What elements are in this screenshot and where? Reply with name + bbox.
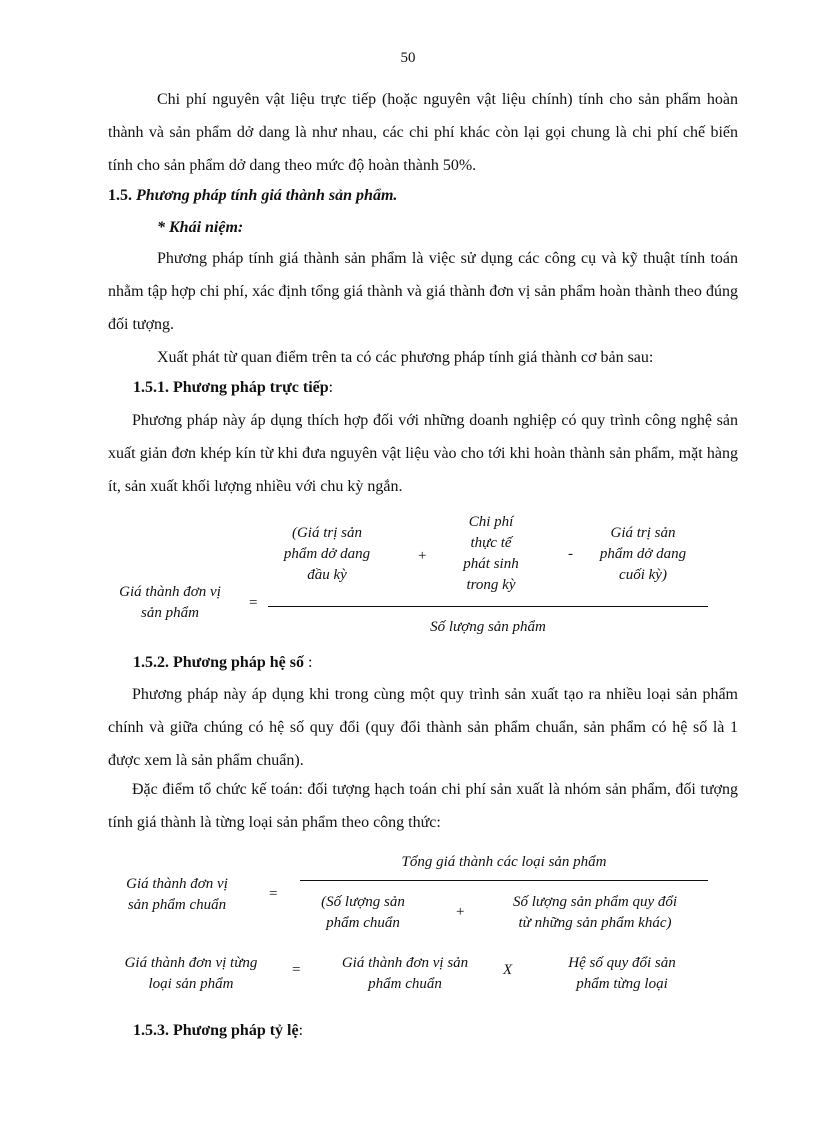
formula2-lhs-line2: sản phẩm chuẩn <box>127 897 227 913</box>
formula2-denominator-standard <box>298 892 428 934</box>
formula3-conversion-coefficient <box>542 953 702 995</box>
formula1-minus: - <box>568 546 573 562</box>
formula1-term2-line4: trong kỳ <box>466 577 516 593</box>
formula2-d2-line2: từ những sản phẩm khác) <box>518 915 672 931</box>
page-number: 50 <box>400 50 416 66</box>
formula1-term-opening-wip <box>262 523 392 586</box>
formula2-lhs <box>106 874 248 916</box>
formula3-m2-line1: Hệ số quy đổi sản <box>568 955 676 971</box>
formula1-denominator: Số lượng sản phẩm <box>430 619 546 635</box>
formula2-d1-line1: (Số lượng sản <box>321 894 405 910</box>
formula1-term1-line2: phẩm dở dang <box>283 546 371 562</box>
paragraph-direct-material: Chi phí nguyên vật liệu trực tiếp (hoặc nguyên vật liệu chính) tính cho sản phẩm hoàn thành và sản phẩm dở dang là như nhau, các chi phí khác còn lại gọi chung là chi phí chế biến tính cho sản phẩm dở dang theo mức độ hoàn thành 50%. <box>108 91 738 174</box>
heading-1-5 <box>108 186 397 206</box>
paragraph-coefficient-method: Phương pháp này áp dụng khi trong cùng một quy trình sản xuất tạo ra nhiều loại sản phẩm chính và giữa chúng có hệ số quy đổi (quy đổi thành sản phẩm chuẩn, sản phẩm có hệ số là 1 được xem là sản phẩm chuẩn). <box>108 686 738 769</box>
formula1-term2-line3: phát sinh <box>463 556 519 572</box>
formula3-equals: = <box>292 962 301 978</box>
formula3-lhs-line1: Giá thành đơn vị từng <box>124 955 258 971</box>
formula1-term3-line1: Giá trị sản <box>610 525 676 541</box>
heading-1-5-2-colon: : <box>303 654 313 671</box>
heading-1-5-3-colon: : <box>298 1022 304 1039</box>
heading-1-5-3 <box>133 1021 303 1041</box>
formula3-standard-unit-cost <box>318 953 492 995</box>
heading-1-5-1-title: 1.5.1. Phương pháp trực tiếp <box>133 379 329 396</box>
formula2-d2-line1: Số lượng sản phẩm quy đổi <box>512 894 678 910</box>
formula1-term3-line2: phẩm dở dang <box>599 546 687 562</box>
formula1-term2-line1: Chi phí <box>468 514 514 530</box>
heading-1-5-2 <box>133 653 312 673</box>
formula1-lhs-line2: sản phẩm <box>141 605 199 621</box>
formula2-fraction-bar <box>300 880 708 881</box>
formula1-fraction-bar <box>268 606 708 607</box>
paragraph-direct-method: Phương pháp này áp dụng thích hợp đối với những doanh nghiệp có quy trình công nghệ sản xuất giản đơn khép kín từ khi đưa nguyên vật liệu vào cho tới khi hoàn thành sản phẩm, mặt hàng ít, sản xuất khối lượng nhiều với chu kỳ ngắn. <box>108 412 738 495</box>
formula3-m1-line2: phẩm chuẩn <box>368 976 442 992</box>
formula1-lhs <box>100 582 240 624</box>
formula3-multiply: X <box>503 962 513 978</box>
formula2-plus: + <box>456 904 465 920</box>
formula1-term3-line3: cuối kỳ) <box>619 567 667 583</box>
concept-heading: * Khái niệm: <box>157 219 244 236</box>
formula1-term-closing-wip <box>578 523 708 586</box>
formula3-m1-line1: Giá thành đơn vị sản <box>341 955 469 971</box>
formula3-m2-line2: phẩm từng loại <box>576 976 668 992</box>
heading-1-5-number: 1.5. <box>108 187 132 204</box>
formula3-lhs <box>104 953 278 995</box>
formula1-term1-line3: đầu kỳ <box>307 567 347 583</box>
paragraph-accounting-features: Đặc điểm tổ chức kế toán: đối tượng hạch toán chi phí sản xuất là nhóm sản phẩm, đối tượng tính giá thành là từng loại sản phẩm theo công thức: <box>108 781 738 831</box>
heading-1-5-1-colon: : <box>328 379 334 396</box>
formula1-term-period-cost <box>441 512 541 596</box>
heading-1-5-3-title: 1.5.3. Phương pháp tỷ lệ <box>133 1022 299 1039</box>
formula1-term1-line1: (Giá trị sản <box>291 525 362 541</box>
paragraph-methods-intro: Xuất phát từ quan điểm trên ta có các phương pháp tính giá thành cơ bản sau: <box>157 349 654 366</box>
heading-1-5-1 <box>133 378 333 398</box>
formula2-d1-line2: phẩm chuẩn <box>326 915 400 931</box>
formula2-denominator-converted <box>482 892 708 934</box>
formula1-term2-line2: thực tế <box>470 535 512 551</box>
formula3-lhs-line2: loại sản phẩm <box>148 976 234 992</box>
formula1-plus: + <box>418 548 427 564</box>
formula1-equals: = <box>249 595 258 611</box>
heading-1-5-title: Phương pháp tính giá thành sản phẩm. <box>136 187 398 204</box>
heading-1-5-2-title: 1.5.2. Phương pháp hệ số <box>133 654 304 671</box>
formula2-lhs-line1: Giá thành đơn vị <box>126 876 228 892</box>
paragraph-concept: Phương pháp tính giá thành sản phẩm là việc sử dụng các công cụ và kỹ thuật tính toán nhằm tập hợp chi phí, xác định tổng giá thành và giá thành đơn vị sản phẩm hoàn thành theo đúng đối tượng. <box>108 250 738 333</box>
formula2-numerator: Tổng giá thành các loại sản phẩm <box>401 854 607 870</box>
formula1-lhs-line1: Giá thành đơn vị <box>119 584 221 600</box>
formula2-equals: = <box>269 886 278 902</box>
